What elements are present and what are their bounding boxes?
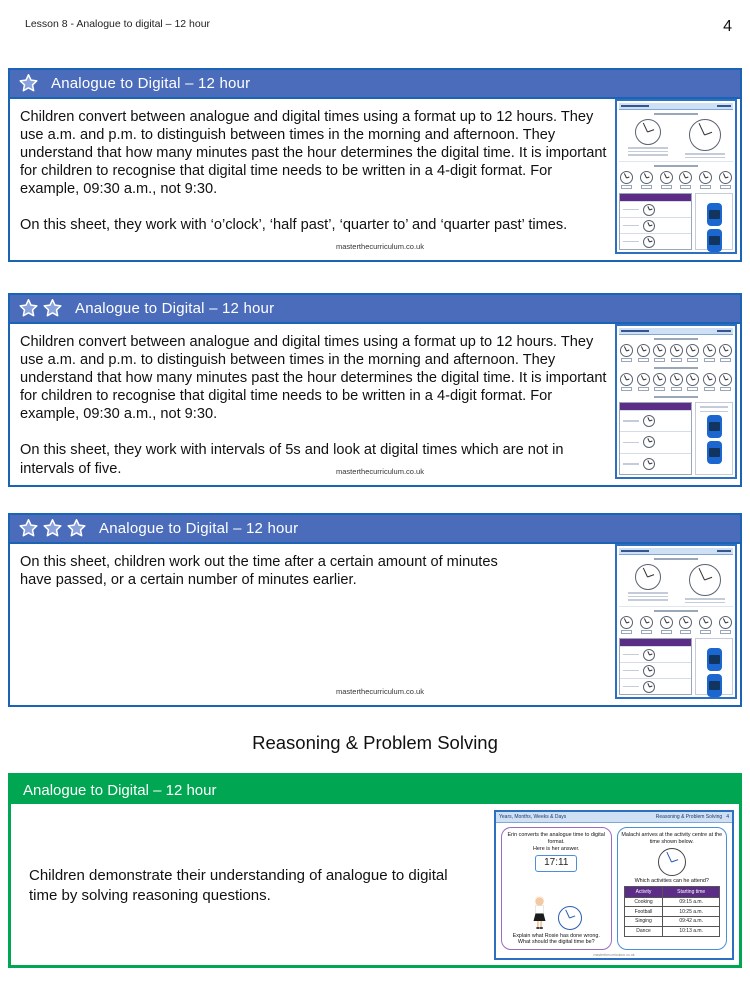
clock-icon	[703, 344, 716, 357]
reasoning-thumbnail-titlebar	[496, 812, 732, 823]
star-icon	[42, 298, 63, 319]
clock-icon	[703, 373, 716, 386]
panel-three-star	[8, 513, 742, 707]
card-question: Which activities can he attend?	[634, 877, 709, 884]
panel-one-star-header	[10, 70, 740, 99]
clock-icon	[643, 220, 655, 232]
thumbnail-section-title: Reasoning & Problem Solving	[655, 814, 723, 820]
panel-title: Analogue to Digital – 12 hour	[51, 75, 251, 92]
site-credit: masterthecurriculum.co.uk	[336, 467, 424, 476]
thumbnail-unit-title: Years, Months, Weeks & Days	[499, 814, 567, 820]
digital-watch-icon	[707, 441, 722, 464]
clock-icon	[643, 415, 655, 427]
clock-icon	[643, 665, 655, 677]
thumbnail-table	[619, 193, 692, 250]
worksheet-thumbnail	[615, 324, 737, 479]
page-header	[25, 18, 732, 36]
star-icon	[42, 518, 63, 539]
table-row: Cooking 09:15 a.m.	[624, 897, 719, 907]
table-header: Activity	[624, 887, 663, 897]
card-question: What should the digital time be?	[517, 939, 595, 946]
clock-icon	[635, 119, 661, 145]
table-row: Singing 09:42 a.m.	[624, 917, 719, 927]
paragraph: Children convert between analogue and digital times using a format up to 12 hours. They use a.m. and p.m. to distinguish between times in the morning and afternoon. They understand that how many minutes past the hour determines the digital time. It is important for children to recognise that digital time needs to be written in a 4-digit format. For example, 09:30 a.m., not 9:30.	[20, 109, 607, 198]
reasoning-panel	[8, 773, 742, 968]
clock-icon	[689, 119, 721, 151]
clock-icon	[558, 906, 582, 930]
table-row: Dance 10:13 a.m.	[624, 927, 719, 937]
panel-two-star	[8, 293, 742, 487]
clock-icon	[643, 681, 655, 693]
worksheet-thumbnail	[615, 99, 737, 254]
clock-icon	[620, 616, 633, 629]
star-icon	[18, 73, 39, 94]
clock-icon	[719, 171, 732, 184]
panel-one-star	[8, 68, 742, 262]
star-icon	[66, 518, 87, 539]
clock-icon	[637, 344, 650, 357]
clock-icon	[686, 344, 699, 357]
clock-icon	[719, 616, 732, 629]
reasoning-thumbnail	[494, 810, 734, 960]
clock-icon	[719, 344, 732, 357]
clock-icon	[643, 649, 655, 661]
panel-title: Analogue to Digital – 12 hour	[75, 300, 275, 317]
clock-icon	[640, 616, 653, 629]
clock-icon	[660, 616, 673, 629]
panel-title: Analogue to Digital – 12 hour	[99, 520, 299, 537]
clock-icon	[620, 373, 633, 386]
clock-icon	[653, 344, 666, 357]
table-row: Football 10:25 a.m.	[624, 907, 719, 917]
girl-character	[531, 896, 548, 930]
worksheet-thumbnail-titlebar	[619, 548, 733, 555]
reasoning-panel-header	[11, 776, 739, 804]
clock-icon	[643, 204, 655, 216]
clock-icon	[699, 616, 712, 629]
reasoning-card-left	[501, 827, 612, 950]
panel-three-star-header	[10, 515, 740, 544]
activity-table	[624, 886, 720, 937]
clock-icon	[660, 171, 673, 184]
panel-description	[20, 553, 520, 589]
paragraph: Children convert between analogue and digital times using a format up to 12 hours. They use a.m. and p.m. to distinguish between times in the morning and afternoon. They understand that how many minutes past the hour determines the digital time. It is important for children to recognise that digital time needs to be written in a 4-digit format. For example, 09:30 a.m., not 9:30.	[20, 334, 607, 423]
clock-icon	[653, 373, 666, 386]
clock-icon	[640, 171, 653, 184]
table-header: Starting time	[663, 887, 720, 897]
card-prompt: Erin converts the analogue time to digital format.	[507, 832, 605, 845]
clock-icon	[635, 564, 661, 590]
clock-icon	[643, 436, 655, 448]
panel-description	[20, 333, 610, 478]
site-credit: masterthecurriculum.co.uk	[336, 687, 424, 696]
clock-icon	[637, 373, 650, 386]
clock-icon	[719, 373, 732, 386]
reasoning-card-right	[617, 827, 728, 950]
site-credit: masterthecurriculum.co.uk	[593, 953, 635, 957]
clock-icon	[658, 848, 686, 876]
worksheet-thumbnail-titlebar	[619, 103, 733, 110]
clock-icon	[670, 373, 683, 386]
clock-icon	[679, 171, 692, 184]
thumbnail-table	[619, 402, 692, 475]
card-question: Explain what Rosie has done wrong.	[512, 932, 600, 939]
digital-time-answer: 17:11	[535, 855, 577, 872]
digital-watch-icon	[707, 415, 722, 438]
digital-watch-icon	[707, 648, 722, 671]
clock-icon	[679, 616, 692, 629]
clock-icon	[620, 344, 633, 357]
digital-watch-icon	[707, 229, 722, 252]
digital-watch-icon	[707, 203, 722, 226]
paragraph: On this sheet, they work with ‘o’clock’, ‘half past’, ‘quarter to’ and ‘quarter past’ times.	[20, 217, 568, 234]
star-icon	[18, 298, 39, 319]
worksheet-thumbnail	[615, 544, 737, 699]
reasoning-description: Children demonstrate their understanding of analogue to digital time by solving reasoning questions.	[29, 867, 448, 904]
card-prompt: Malachi arrives at the activity centre at the time shown below.	[621, 832, 723, 845]
card-prompt: Here is her answer.	[533, 845, 580, 852]
paragraph: On this sheet, they work with intervals of 5s and look at digital times which are not in intervals of five.	[20, 442, 564, 477]
paragraph: On this sheet, children work out the time after a certain amount of minutes have passed, or a certain number of minutes earlier.	[20, 554, 498, 589]
star-icon	[18, 518, 39, 539]
clock-icon	[686, 373, 699, 386]
clock-icon	[643, 458, 655, 470]
panel-description	[20, 108, 610, 235]
clock-icon	[620, 171, 633, 184]
clock-icon	[699, 171, 712, 184]
section-heading: Reasoning & Problem Solving	[252, 732, 498, 753]
page-number: 4	[723, 18, 732, 35]
panel-title: Analogue to Digital – 12 hour	[23, 781, 217, 799]
panel-two-star-header	[10, 295, 740, 324]
digital-watch-icon	[707, 674, 722, 697]
thumbnail-page-number: 4	[726, 814, 729, 820]
lesson-title: Lesson 8 - Analogue to digital – 12 hour	[25, 18, 211, 30]
clock-icon	[643, 236, 655, 248]
worksheet-thumbnail-titlebar	[619, 328, 733, 335]
thumbnail-table	[619, 638, 692, 695]
site-credit: masterthecurriculum.co.uk	[336, 242, 424, 251]
clock-icon	[689, 564, 721, 596]
clock-icon	[670, 344, 683, 357]
